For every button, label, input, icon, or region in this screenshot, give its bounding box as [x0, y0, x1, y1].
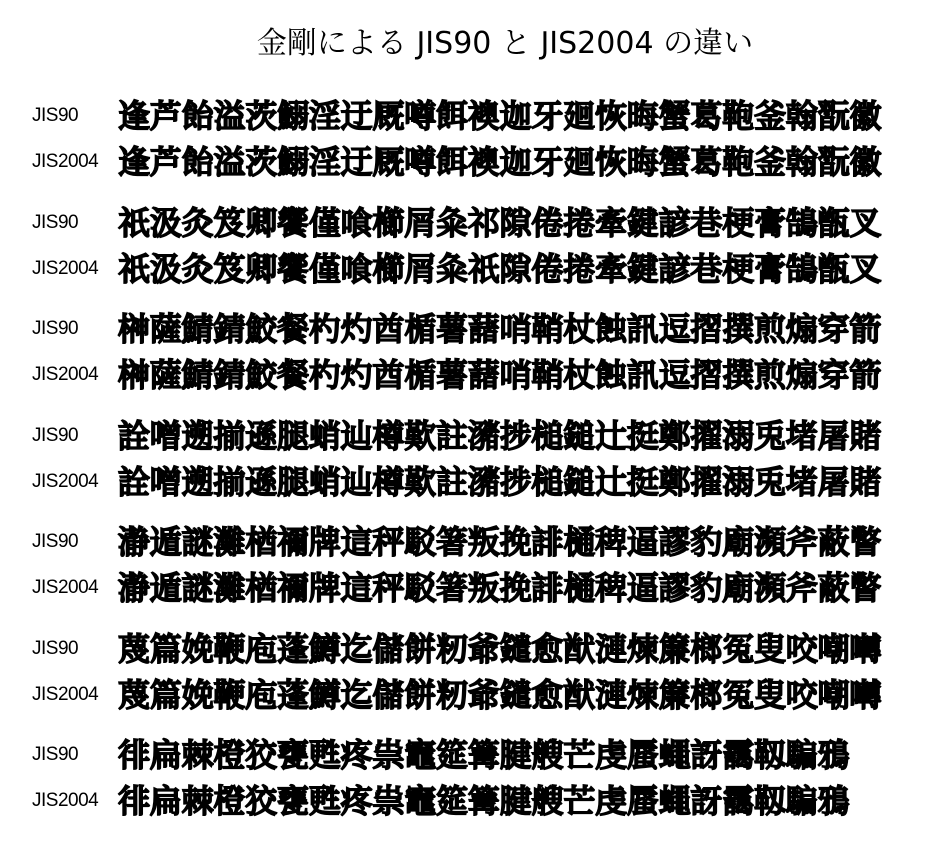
row-label: JIS90	[32, 424, 79, 446]
jis90-row	[0, 200, 950, 246]
row-label: JIS90	[32, 318, 79, 339]
row-label: JIS90	[32, 531, 79, 552]
kanji-sample: 瀞遁謎灘楢禰牌這秤駁箸叛挽誹樋稗逼謬豹廟瀕斧蔽瞥	[118, 523, 882, 561]
kanji-sample: 逢芦飴溢茨鰯淫迂厩噂餌襖迦牙廻恢晦蟹葛鞄釜翰翫徽	[118, 97, 882, 135]
page-title: 金剛による JIS90 と JIS2004 の違い	[256, 26, 754, 61]
comparison-group	[0, 93, 950, 200]
jis2004-row	[0, 459, 950, 505]
kanji-sample: 祇汲灸笈卿饗僅喰櫛屑粂祁隙倦捲牽鍵諺巷梗膏鵠甑叉	[118, 203, 882, 242]
jis90-row	[0, 626, 950, 672]
comparison-group	[0, 200, 950, 307]
jis2004-row	[0, 139, 950, 185]
row-label: JIS90	[32, 105, 79, 126]
kanji-sample: 榊薩鯖錆鮫餐杓灼酋楯薯藷哨鞘杖蝕訊逗摺撰煎煽穿箭	[118, 310, 882, 348]
row-label: JIS90	[32, 637, 79, 659]
jis2004-row	[0, 565, 950, 611]
jis90-row	[0, 306, 950, 352]
comparison-group	[0, 732, 950, 839]
kanji-sample: 徘扁棘橙狡甕甦疼祟竈筵篝腱艘芒虔蜃蠅訝靄靱騙鴉	[118, 782, 850, 820]
jis90-row	[0, 519, 950, 565]
row-label: JIS2004	[32, 257, 99, 279]
jis2004-row	[0, 246, 950, 292]
comparison-group	[0, 306, 950, 413]
comparison-table	[0, 93, 950, 839]
jis90-row	[0, 732, 950, 778]
jis2004-row	[0, 778, 950, 824]
comparison-group	[0, 519, 950, 626]
kanji-sample: 榊薩鯖錆鮫餐杓灼酋楯薯藷哨鞘杖蝕訊逗摺撰煎煽穿箭	[118, 356, 882, 394]
row-label: JIS2004	[32, 683, 99, 705]
row-label: JIS90	[32, 211, 79, 233]
row-label: JIS2004	[32, 151, 99, 172]
row-label: JIS2004	[32, 364, 99, 385]
kanji-sample: 詮噌遡揃遜腿蛸辿樽歎註瀦捗槌鎚辻挺鄭擢溺兎堵屠賭	[118, 416, 882, 455]
jis90-row	[0, 413, 950, 459]
row-label: JIS2004	[32, 470, 99, 492]
kanji-sample: 蔑篇娩鞭庖蓬鱒迄儲餅籾爺鑓愈猷漣煉簾榔冤叟咬嘲囀	[118, 675, 882, 714]
row-label: JIS2004	[32, 577, 99, 598]
jis2004-row	[0, 352, 950, 398]
kanji-sample: 詮噌遡揃遜腿蛸辿樽歎註瀦捗槌鎚辻挺鄭擢溺兎堵屠賭	[118, 462, 882, 501]
kanji-sample: 瀞遁謎灘楢禰牌這秤駁箸叛挽誹樋稗逼謬豹廟瀕斧蔽瞥	[118, 569, 882, 607]
comparison-group	[0, 413, 950, 520]
kanji-sample: 逢芦飴溢茨鰯淫迂厩噂餌襖迦牙廻恢晦蟹葛鞄釜翰翫徽	[118, 143, 882, 181]
row-label: JIS2004	[32, 790, 99, 811]
jis90-row	[0, 93, 950, 139]
row-label: JIS90	[32, 744, 79, 765]
jis2004-row	[0, 672, 950, 718]
kanji-sample: 蔑篇娩鞭庖蓬鱒迄儲餅籾爺鑓愈猷漣煉簾榔冤叟咬嘲囀	[118, 629, 882, 668]
comparison-group	[0, 626, 950, 733]
kanji-sample: 祇汲灸笈卿饗僅喰櫛屑粂祇隙倦捲牽鍵諺巷梗膏鵠甑叉	[118, 249, 882, 288]
kanji-sample: 徘扁棘橙狡甕甦疼祟竈筵篝腱艘芒虔蜃蠅訝靄靱騙鴉	[118, 736, 850, 774]
